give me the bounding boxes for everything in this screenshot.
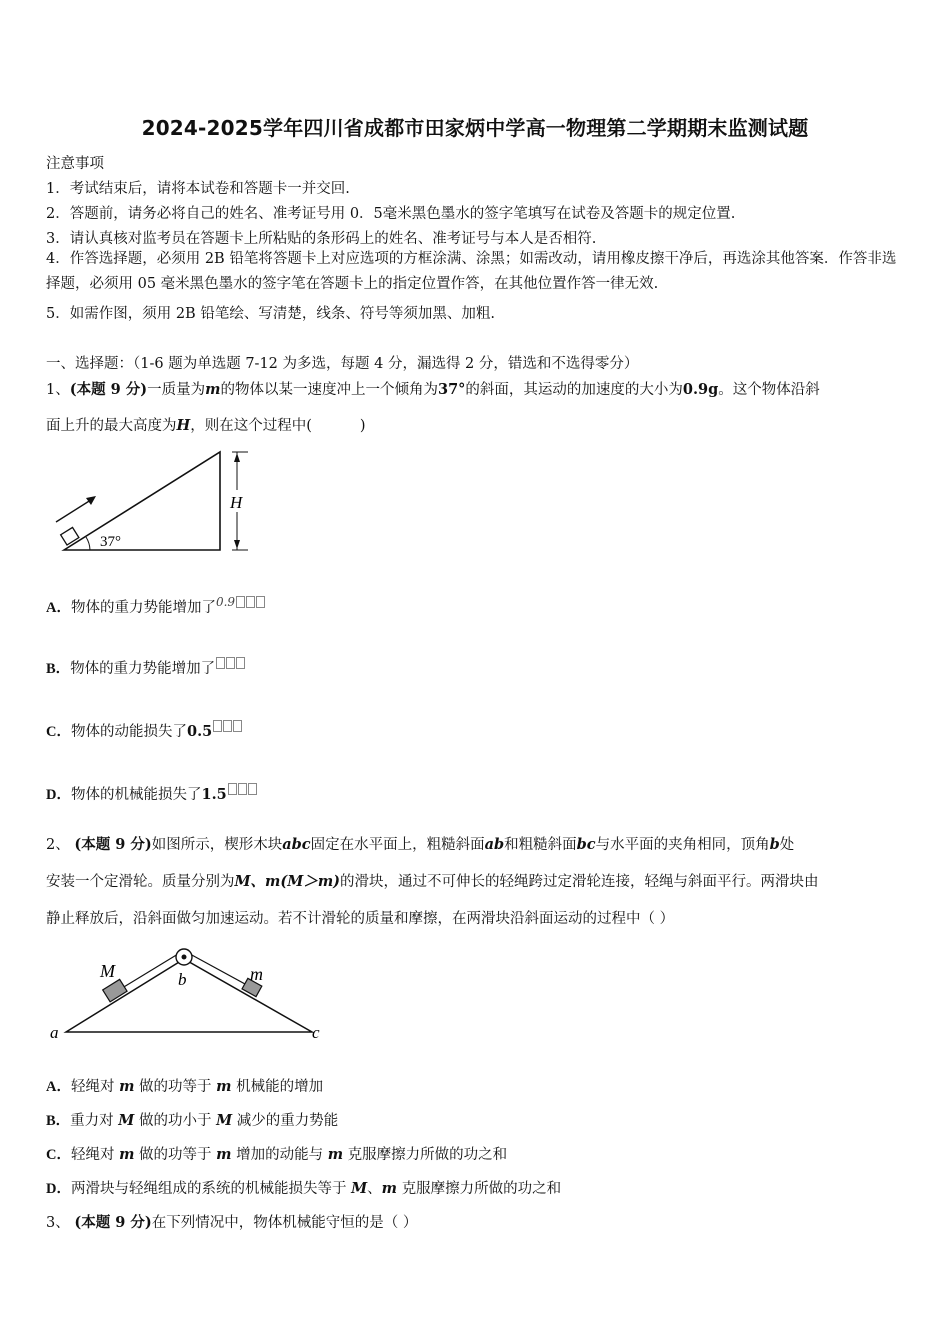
q2-text: 与水平面的夹角相同，顶角 — [595, 837, 770, 853]
q1-option-d — [46, 783, 257, 804]
q1-angle: 37° — [437, 381, 466, 398]
option-label: B． — [46, 1113, 71, 1129]
block-M — [103, 979, 127, 1001]
q1-text: ) — [359, 418, 366, 434]
q1-text: 面上升的最大高度为 — [46, 418, 177, 434]
q2-var-Mm: M、m — [234, 873, 281, 890]
q1-var-H: H — [176, 417, 191, 434]
option-label: A． — [46, 1079, 71, 1095]
option-text: 做的功小于 — [134, 1113, 217, 1129]
q2-option-c — [46, 1143, 507, 1164]
option-text: 两滑块与轻绳组成的系统的机械能损失等于 — [70, 1181, 352, 1197]
q2-var-b: b — [769, 836, 780, 853]
option-label: C． — [46, 1147, 71, 1163]
angle-label: 37° — [100, 534, 121, 550]
q2-option-d — [46, 1177, 561, 1198]
option-text: 轻绳对 — [70, 1079, 120, 1095]
option-text: 做的功等于 — [134, 1147, 217, 1163]
q2-text: 的滑块，通过不可伸长的轻绳跨过定滑轮连接，轻绳与斜面平行。两滑块由 — [340, 874, 819, 890]
q1-text: 一质量为 — [147, 382, 206, 398]
missing-glyph-icon — [213, 720, 222, 732]
notice-heading: 注意事项 — [46, 156, 104, 172]
option-var: M — [351, 1180, 368, 1197]
missing-glyph-icon — [223, 720, 232, 732]
option-label: A． — [46, 600, 71, 616]
q2-text: 和粗糙斜面 — [504, 837, 577, 853]
q3-score: (本题 9 分) — [74, 1214, 152, 1231]
q2-wedge-figure — [44, 943, 334, 1048]
q2-condition: (M＞m) — [280, 873, 341, 890]
option-text: 物体的动能损失了 — [70, 724, 187, 740]
label-M: M — [100, 961, 115, 981]
question-2-line-3: 静止释放后，沿斜面做匀加速运动。若不计滑轮的质量和摩擦，在两滑块沿斜面运动的过程中（ ） — [46, 911, 675, 927]
q1-text: 的物体以某一速度冲上一个倾角为 — [220, 382, 438, 398]
missing-glyph-icon — [248, 783, 257, 795]
q1-acceleration: 0.9g — [682, 381, 719, 398]
notice-item-5: 5．如需作图，须用 2B 铅笔绘、写清楚，线条、符号等须加黑、加粗. — [46, 306, 495, 322]
option-text: 物体的机械能损失了 — [70, 787, 202, 803]
question-3 — [46, 1211, 417, 1232]
option-value: 1.5 — [201, 786, 227, 803]
notice-item-4: 4．作答选择题，必须用 2B 铅笔将答题卡上对应选项的方框涂满、涂黑；如需改动，请用橡皮擦干净后，再选涂其他答案．作答非选择题，必须用 05 毫米黑色墨水的签字笔在答题卡上的指定位置作答，在其他位置作答一律无效. — [46, 251, 897, 292]
option-text: 重力对 — [70, 1113, 119, 1129]
q1-text: 的斜面，其运动的加速度的大小为 — [465, 382, 683, 398]
q1-incline-figure — [48, 446, 258, 556]
incline-triangle — [64, 452, 220, 550]
label-b: b — [178, 970, 187, 989]
angle-arc — [86, 537, 90, 550]
missing-glyph-icon — [216, 657, 225, 669]
notice-item-2: 2．答题前，请务必将自己的姓名、准考证号用 0．5毫米黑色墨水的签字笔填写在试卷及答题卡的规定位置. — [46, 206, 736, 222]
option-var: m — [119, 1146, 135, 1163]
q1-option-c — [46, 720, 242, 741]
option-text: 轻绳对 — [70, 1147, 120, 1163]
q2-text: 如图所示，楔形木块 — [151, 837, 283, 853]
q1-text: ，则在这个过程中( — [190, 418, 312, 434]
q1-number: 1、 — [46, 382, 70, 398]
section-heading: 一、选择题：（1-6 题为单选题 7-12 为多选，每题 4 分，漏选得 2 分，错选和不选得零分） — [46, 356, 639, 372]
question-2-line-2 — [46, 870, 819, 891]
question-2-line-1 — [46, 833, 794, 854]
q1-score: (本题 9 分) — [69, 381, 148, 398]
question-1-line-1 — [46, 378, 820, 399]
q2-number: 2、 — [46, 837, 70, 853]
q1-text: 。这个物体沿斜 — [718, 382, 820, 398]
option-text: 做的功等于 — [134, 1079, 217, 1095]
missing-glyph-icon — [233, 720, 242, 732]
option-var: M — [118, 1112, 135, 1129]
option-var: M — [216, 1112, 233, 1129]
q2-var-ab: ab — [484, 836, 505, 853]
option-var: m — [216, 1078, 232, 1095]
q2-text: 安装一个定滑轮。质量分别为 — [46, 874, 235, 890]
height-label: H — [230, 493, 243, 512]
option-label: D． — [46, 787, 71, 803]
option-value: 0.9 — [215, 595, 236, 609]
q1-option-a — [46, 595, 265, 617]
option-text: 减少的重力势能 — [232, 1113, 339, 1129]
notice-item-1: 1．考试结束后，请将本试卷和答题卡一并交回. — [46, 181, 350, 197]
q2-score: (本题 9 分) — [74, 836, 152, 853]
q3-text: 在下列情况中，物体机械能守恒的是（ ） — [151, 1215, 418, 1231]
missing-glyph-icon — [226, 657, 235, 669]
arrow-head-icon — [86, 496, 96, 505]
question-1-line-2 — [46, 414, 366, 435]
option-var: m — [381, 1180, 397, 1197]
option-text: 、 — [367, 1181, 382, 1197]
missing-glyph-icon — [236, 596, 245, 608]
option-text: 克服摩擦力所做的功之和 — [397, 1181, 562, 1197]
q3-number: 3、 — [46, 1215, 70, 1231]
q1-var-m: m — [205, 381, 221, 398]
option-var: m — [327, 1146, 344, 1163]
option-text: 机械能的增加 — [231, 1079, 324, 1095]
q1-option-b — [46, 657, 245, 678]
option-label: B． — [46, 661, 71, 677]
q2-text: 固定在水平面上，粗糙斜面 — [310, 837, 485, 853]
option-text: 克服摩擦力所做的功之和 — [343, 1147, 508, 1163]
option-text: 增加的动能与 — [231, 1147, 328, 1163]
missing-glyph-icon — [228, 783, 237, 795]
option-var: m — [119, 1078, 135, 1095]
option-value: 0.5 — [186, 723, 213, 740]
q2-option-b — [46, 1109, 338, 1130]
missing-glyph-icon — [236, 657, 245, 669]
label-m: m — [250, 964, 263, 984]
q2-option-a — [46, 1075, 323, 1096]
option-label: D． — [46, 1181, 71, 1197]
missing-glyph-icon — [246, 596, 255, 608]
label-a: a — [50, 1023, 59, 1042]
page-title: 2024-2025学年四川省成都市田家炳中学高一物理第二学期期末监测试题 — [141, 116, 809, 140]
option-label: C． — [46, 724, 71, 740]
option-var: m — [216, 1146, 232, 1163]
velocity-arrow — [56, 498, 94, 522]
missing-glyph-icon — [256, 596, 265, 608]
q2-text: 处 — [779, 837, 795, 853]
q2-var-abc: abc — [282, 836, 311, 853]
label-c: c — [312, 1023, 320, 1042]
q2-var-bc: bc — [576, 836, 596, 853]
option-text: 物体的重力势能增加了 — [70, 661, 216, 677]
missing-glyph-icon — [238, 783, 247, 795]
option-text: 物体的重力势能增加了 — [70, 600, 216, 616]
notice-item-3: 3．请认真核对监考员在答题卡上所粘贴的条形码上的姓名、准考证号与本人是否相符. — [46, 231, 597, 247]
